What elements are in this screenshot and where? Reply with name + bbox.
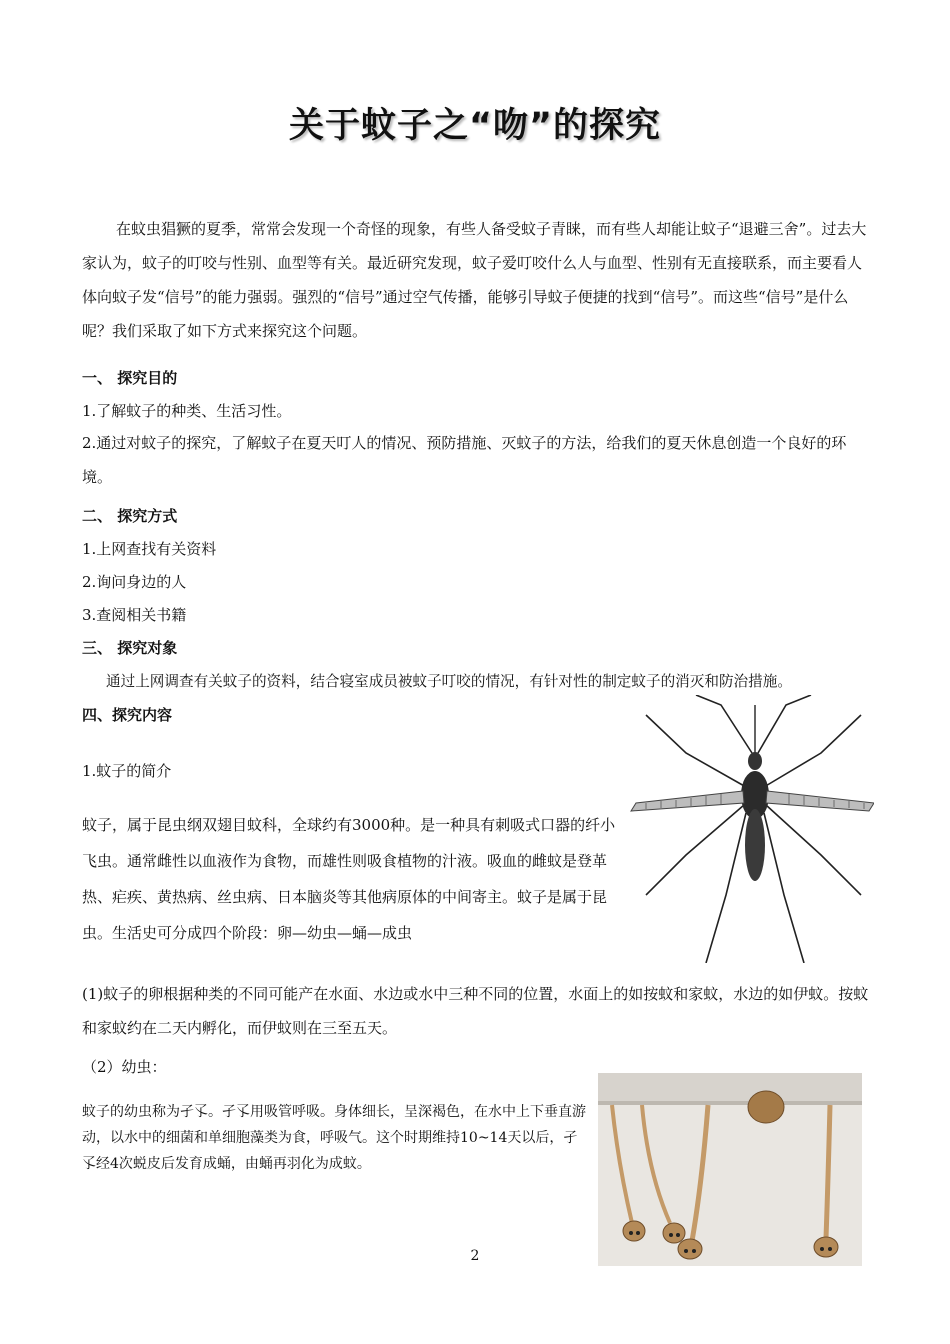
section1-heading: 一、 探究目的: [82, 369, 178, 387]
intro-paragraph: 在蚊虫猖獗的夏季，常常会发现一个奇怪的现象，有些人备受蚊子青睐，而有些人却能让蚊子“退避三舍”。过去大家认为，蚊子的叮咬与性别、血型等有关。最近研究发现，蚊子爱叮咬什么人与血型、性别有无直接联系，而主要看人体向蚊子发“信号”的能力强弱。强烈的“信号”通过空气传播，能够引导蚊子便捷的找到“信号”。而这些“信号”是什么呢？我们采取了如下方式来探究这个问题。: [82, 220, 867, 340]
section1-item2: 2.通过对蚊子的探究，了解蚊子在夏天叮人的情况、预防措施、灭蚊子的方法，给我们的夏天休息创造一个良好的环境。: [82, 434, 847, 486]
section2-item2: 2.询问身边的人: [82, 573, 187, 591]
page-title: 关于蚊子之“吻”的探究: [288, 106, 661, 146]
mosquito-image: [626, 695, 874, 963]
larva-text: 蚊子的幼虫称为孑孓。孑孓用吸管呼吸。身体细长，呈深褐色，在水中上下垂直游动，以水中的细菌和单细胞藻类为食，呼吸气。这个时期维持10~14天以后，孑孓经4次蜕皮后发育成蛹，由蛹再羽化为成蚊。: [82, 1104, 586, 1172]
egg-paragraph: (1)蚊子的卵根据种类的不同可能产在水面、水边或水中三种不同的位置，水面上的如按蚊和家蚊，水边的如伊蚊。按蚊和家蚊约在二天内孵化，而伊蚊则在三至五天。: [82, 985, 869, 1037]
section3-heading: 三、 探究对象: [82, 639, 178, 657]
section4-sub1: 1.蚊子的简介: [82, 762, 172, 780]
section2-item3: 3.查阅相关书籍: [82, 606, 187, 624]
section2-heading: 二、 探究方式: [82, 507, 178, 525]
section2-item1: 1.上网查找有关资料: [82, 540, 217, 558]
page-number: 2: [470, 1248, 480, 1264]
larvae-image: [598, 1073, 862, 1266]
larvae-icon: [598, 1073, 862, 1266]
section4-heading: 四、探究内容: [82, 706, 173, 724]
mosquito-intro-text: 蚊子，属于昆虫纲双翅目蚊科，全球约有3000种。是一种具有刺吸式口器的纤小飞虫。通常雌性以血液作为食物，而雄性则吸食植物的汁液。吸血的雌蚊是登革热、疟疾、黄热病、丝虫病、日本脑炎等其他病原体的中间寄主。蚊子是属于昆虫。生活史可分成四个阶段：卵—幼虫—蛹—成虫: [82, 816, 616, 942]
section3-text: 通过上网调查有关蚊子的资料，结合寝室成员被蚊子叮咬的情况，有针对性的制定蚊子的消灭和防治措施。: [106, 673, 792, 690]
section1-item1: 1.了解蚊子的种类、生活习性。: [82, 402, 292, 420]
larva-heading: （2）幼虫：: [82, 1058, 167, 1076]
mosquito-icon: [626, 695, 874, 963]
